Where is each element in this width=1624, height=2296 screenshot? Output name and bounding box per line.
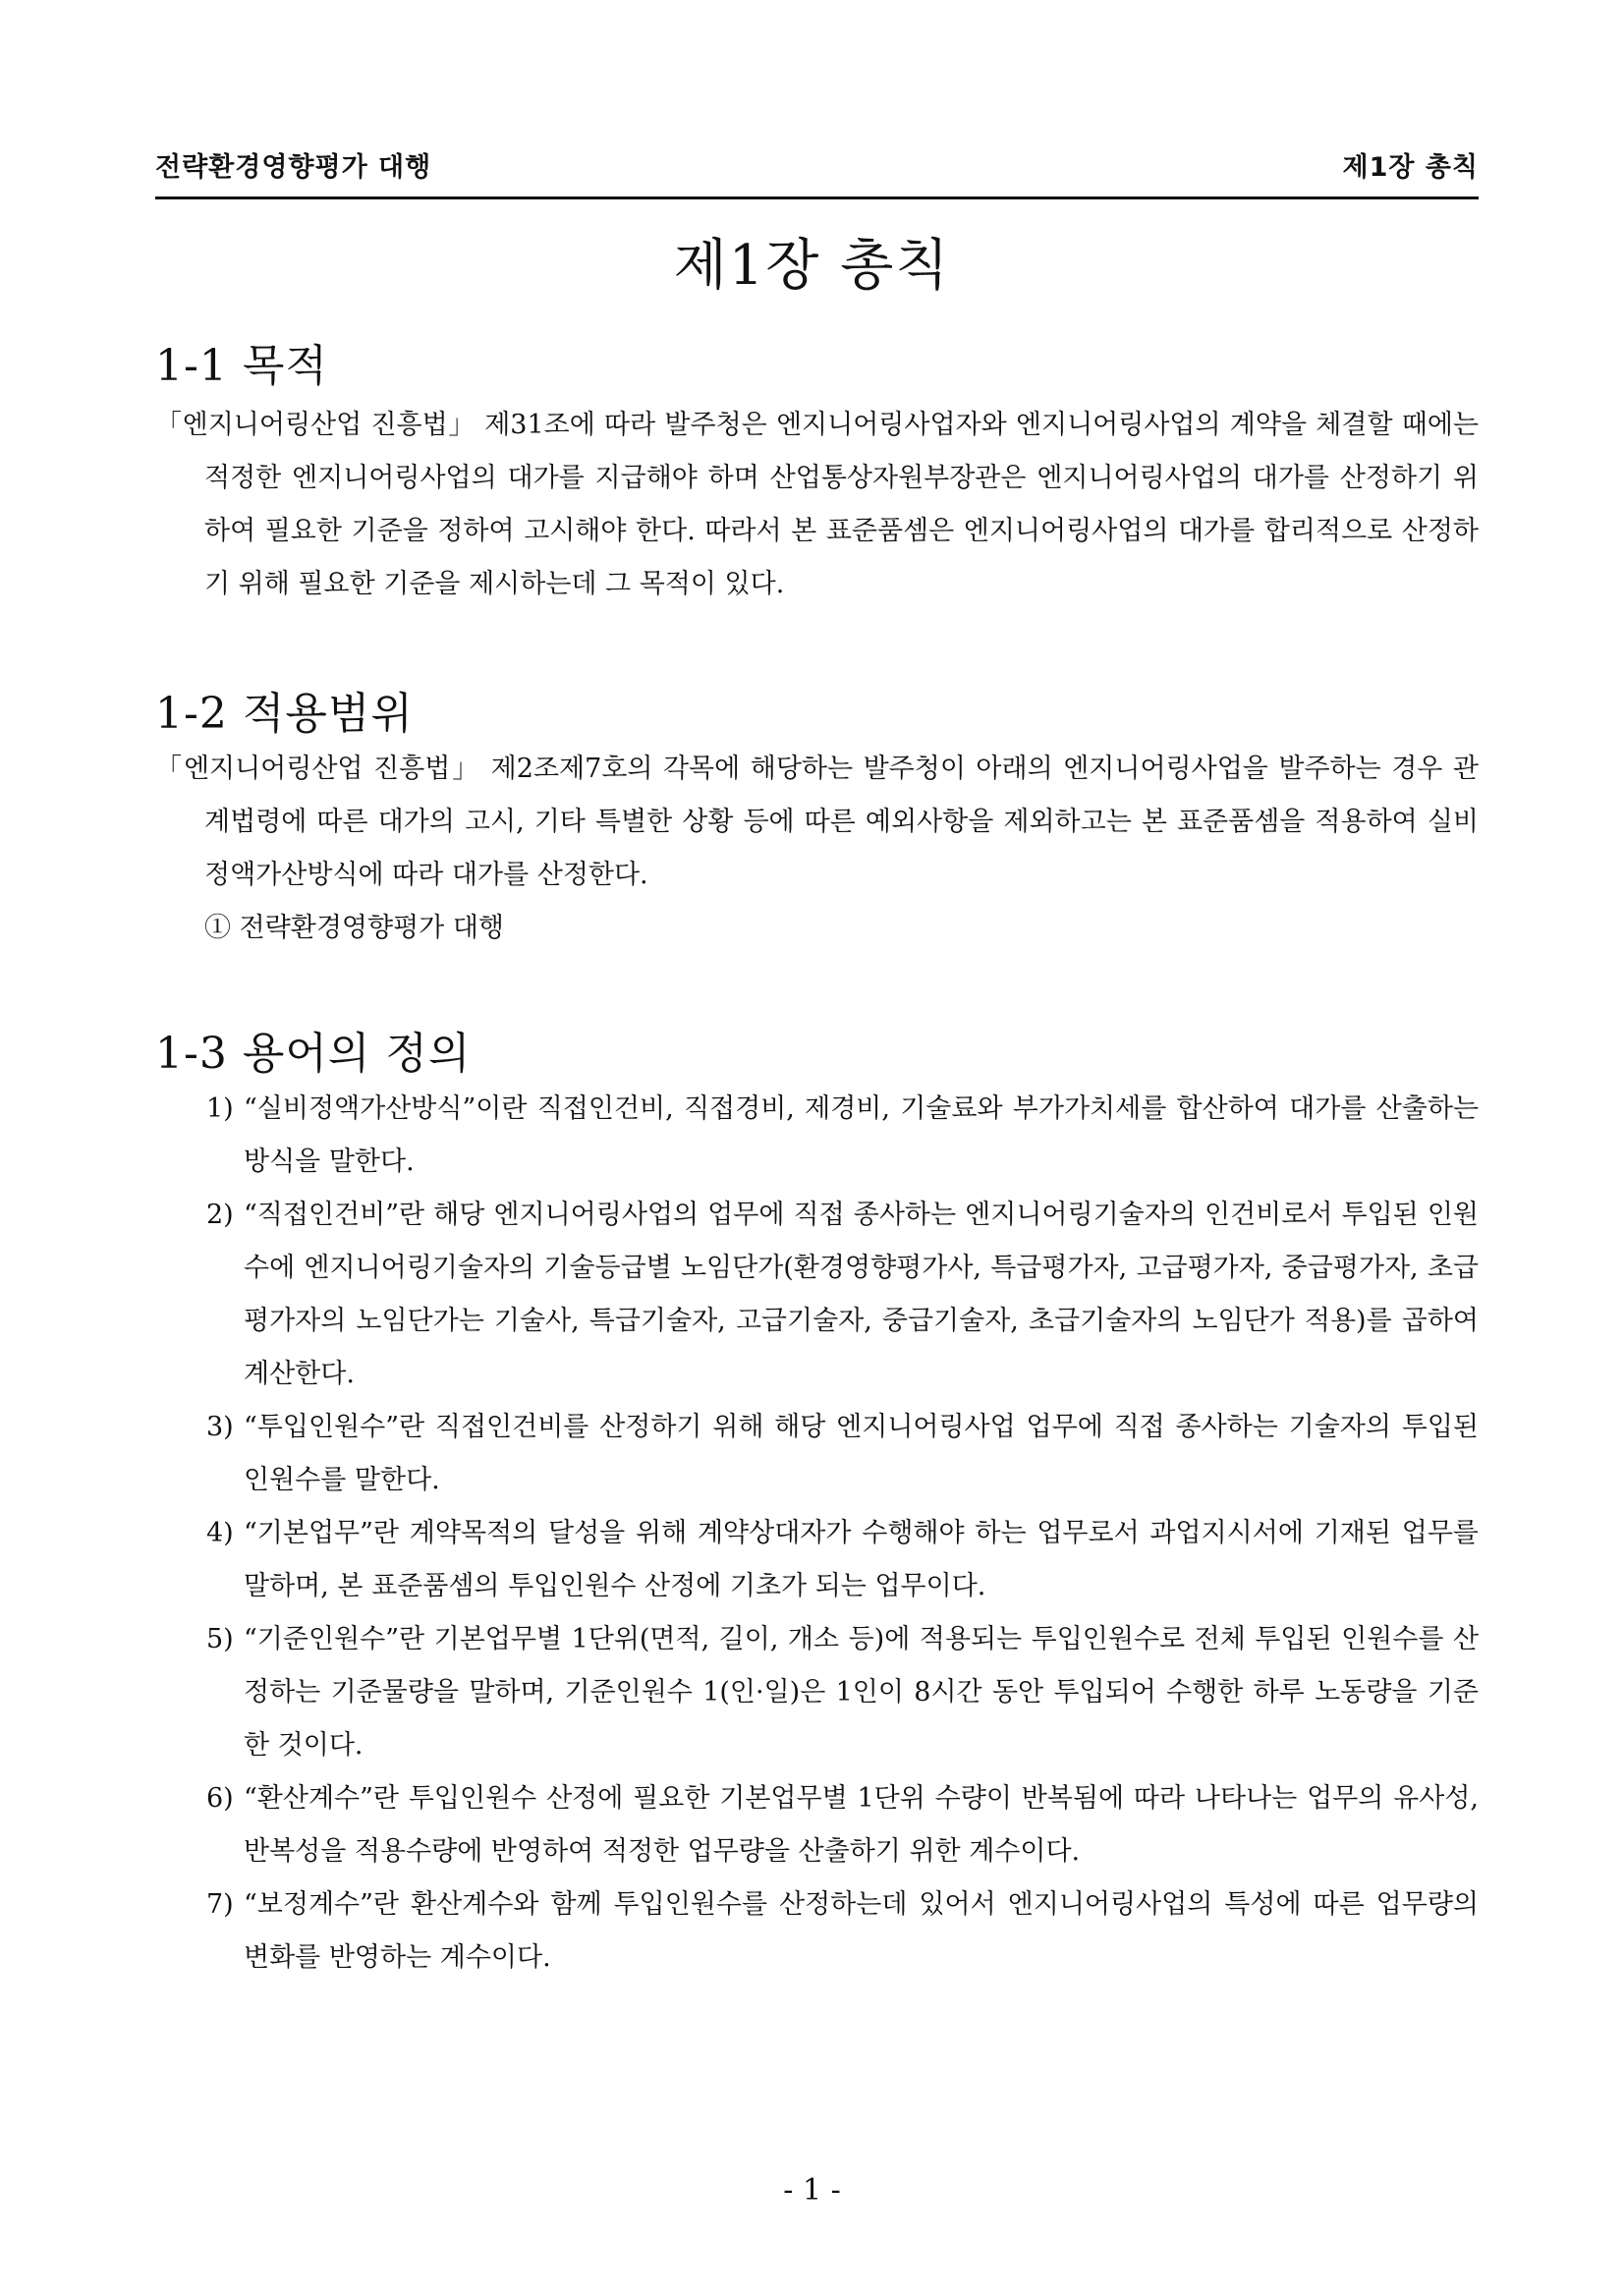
header-chapter-title: 제1장 총칙 [1342,152,1479,183]
section-paragraph: 「엔지니어링산업 진흥법」 제2조제7호의 각목에 해당하는 발주청이 아래의 엔지니어링사업을 발주하는 경우 관계법령에 따른 대가의 고시, 기타 특별한 상황 등에 따른 예외사항을 제외하고는 본 표준품셈을 적용하여 실비정액가산방식에 따라 대가를 산정한다. [155,754,1479,890]
section-heading: 1-2 적용범위 [155,689,414,739]
definition-text: “기준인원수”란 기본업무별 1단위(면적, 길이, 개소 등)에 적용되는 투입인원수로 전체 투입된 인원수를 산정하는 기준물량을 말하며, 기준인원수 1(인·일)은 1인이 8시간 동안 투입되어 수행한 하루 노동량을 기준한 것이다. [244,1624,1479,1761]
definition-item [155,1878,1479,1985]
section-heading: 1-1 목적 [155,341,328,391]
section-purpose [155,330,1479,611]
definition-text: “실비정액가산방식”이란 직접인건비, 직접경비, 제경비, 기술료와 부가가치세를 합산하여 대가를 산출하는 방식을 말한다. [244,1093,1479,1177]
definition-text: “기본업무”란 계약목적의 달성을 위해 계약상대자가 수행해야 하는 업무로서 과업지시서에 기재된 업무를 말하며, 본 표준품셈의 투입인원수 산정에 기초가 되는 업무이다. [244,1518,1479,1601]
header-document-title: 전략환경영향평가 대행 [155,152,432,183]
section-scope [155,678,1479,955]
definition-item [155,1772,1479,1878]
definition-number: 1) [206,1093,234,1124]
definition-number: 4) [206,1518,234,1548]
definition-text: “환산계수”란 투입인원수 산정에 필요한 기본업무별 1단위 수량이 반복됨에 따라 나타나는 업무의 유사성, 반복성을 적용수량에 반영하여 적정한 업무량을 산출하기 위한 계수이다. [244,1783,1479,1867]
section-paragraph: 「엔지니어링산업 진흥법」 제31조에 따라 발주청은 엔지니어링사업자와 엔지니어링사업의 계약을 체결할 때에는 적정한 엔지니어링사업의 대가를 지급해야 하며 산업통상자원부장관은 엔지니어링사업의 대가를 산정하기 위하여 필요한 기준을 정하여 고시해야 한다. 따라서 본 표준품셈은 엔지니어링사업의 대가를 합리적으로 산정하기 위해 필요한 기준을 제시하는데 그 목적이 있다. [155,410,1479,599]
definition-text: “투입인원수”란 직접인건비를 산정하기 위해 해당 엔지니어링사업 업무에 직접 종사하는 기술자의 투입된 인원수를 말한다. [244,1412,1479,1495]
definition-text: “보정계수”란 환산계수와 함께 투입인원수를 산정하는데 있어서 엔지니어링사업의 특성에 따른 업무량의 변화를 반영하는 계수이다. [244,1889,1479,1973]
chapter-title: 제1장 총칙 [673,234,951,298]
definition-number: 7) [206,1889,234,1920]
running-header [155,138,1479,199]
definition-number: 6) [206,1783,234,1814]
definition-item [155,1401,1479,1507]
definition-item [155,1507,1479,1613]
scope-list-item: ① 전략환경영향평가 대행 [204,913,504,943]
definition-item [155,1083,1479,1189]
section-heading: 1-3 용어의 정의 [155,1029,472,1079]
definition-text: “직접인건비”란 해당 엔지니어링사업의 업무에 직접 종사하는 엔지니어링기술자의 인건비로서 투입된 인원수에 엔지니어링기술자의 기술등급별 노임단가(환경영향평가사, 특급평가자, 고급평가자, 중급평가자, 초급평가자의 노임단가는 기술사, 특급기술자, 고급기술자, 중급기술자, 초급기술자의 노임단가 적용)를 곱하여 계산한다. [244,1200,1479,1389]
definition-number: 3) [206,1412,234,1442]
definition-number: 5) [206,1624,234,1654]
definition-number: 2) [206,1200,234,1230]
section-definitions [155,1018,1479,1985]
definition-item [155,1613,1479,1772]
definition-item [155,1189,1479,1401]
definition-list [155,1083,1479,1985]
page-number: - 1 - [783,2173,841,2208]
